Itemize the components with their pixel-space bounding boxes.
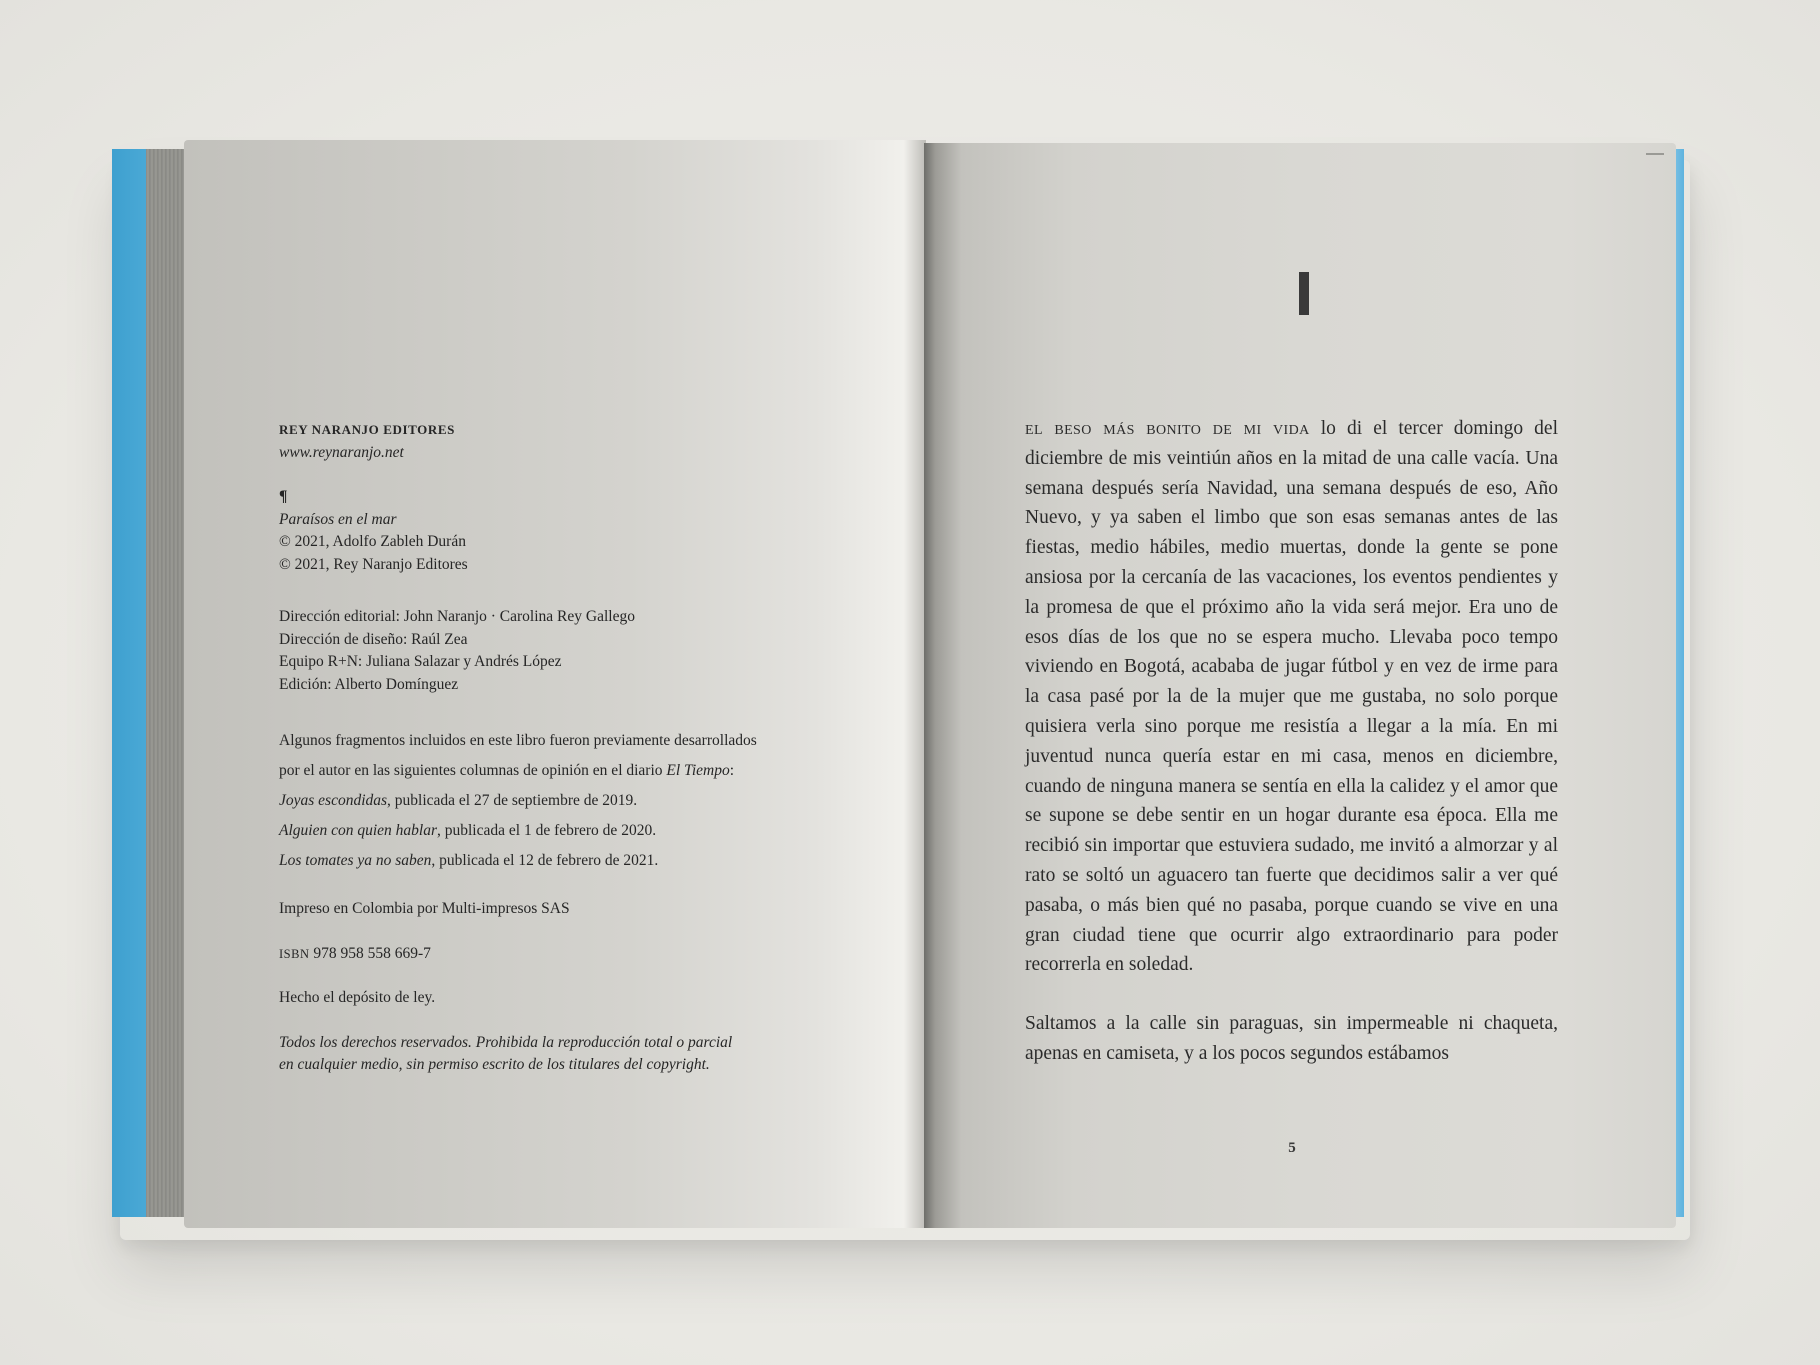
printed-in: Impreso en Colombia por Multi-impresos SAS [279, 900, 570, 917]
paragraph-1: el beso más bonito de mi vida lo di el tercer domingo del diciembre de mis veintiún años en la mitad de una calle vacía. Una semana después sería Navidad, una semana después de eso, Año Nuevo, y ya saben el limbo que son esas semanas antes de las fiestas, medio hábiles, medio muertas, donde la gente se pone ansiosa por la cercanía de las vacaciones, los eventos pendientes y la promesa de que el próximo año la vida será mejor. Era uno de esos días de los que no se espera mucho. Llevaba poco tempo viviendo en Bogotá, acababa de jugar fútbol y en vez de irme para la casa pasé por la de la mujer que me gustaba, no solo porque quisiera verla sino porque me resistía a llegar a la mía. En mi juventud nunca quería estar en mi casa, menos en diciembre, cuando de ninguna manera se sentía en ella la calidez y el amor que se supone se debe sentir en un hogar durante esa época. Ella me recibió sin importar que estuviera sudado, me invitó a almorzar y al rato se soltó un aguacero tan fuerte que decidimos salir a ver qué pasaba, o más bien qué no pasaba, porque cuando se vive en una gran ciudad tiene que ocurrir algo extraordinario para poder recorrerla en soledad. [1025, 418, 1559, 976]
chapter-number [1299, 272, 1309, 315]
paragraph-2: Saltamos a la calle sin paraguas, sin impermeable ni chaqueta, apenas en camiseta, y a los pocos segundos estábamos [1025, 1013, 1558, 1064]
credit-line: Equipo R+N: Juliana Salazar y Andrés López [279, 653, 562, 670]
column-entry: Alguien con quien hablar, publicada el 1 de febrero de 2020. [279, 822, 657, 839]
colophon [279, 419, 839, 1077]
publisher-website: www.reynaranjo.net [279, 443, 404, 461]
copyright-author: © 2021, Adolfo Zableh Durán [279, 533, 466, 550]
column-entry: Joyas escondidas, publicada el 27 de septiembre de 2019. [279, 792, 638, 809]
pilcrow-mark: ¶ [279, 488, 288, 505]
credit-line: Edición: Alberto Domínguez [279, 675, 459, 693]
page-stack-edge [146, 149, 186, 1217]
fragments-intro: Algunos fragmentos incluidos en este libro fueron previamente desarrollados [279, 732, 757, 749]
fragments-note [279, 726, 839, 876]
isbn-line: ISBN 978 958 558 669-7 [279, 944, 431, 962]
page-number: 5 [1288, 1140, 1296, 1156]
credit-line: Dirección de diseño: Raúl Zea [279, 630, 468, 648]
publisher-name: REY NARANJO EDITORES [279, 422, 455, 437]
newspaper-name: El Tiempo [666, 762, 730, 779]
column-entry: Los tomates ya no saben, publicada el 12 de febrero de 2021. [279, 852, 659, 869]
copyright-publisher: © 2021, Rey Naranjo Editores [279, 555, 468, 573]
page-edge-mark [1646, 153, 1664, 155]
legal-deposit: Hecho el depósito de ley. [279, 989, 436, 1006]
lead-in: el beso más bonito de mi vida [1025, 418, 1310, 439]
rights-notice-cont: en cualquier medio, sin permiso escrito de los titulares del copyright. [279, 1056, 710, 1073]
rights-notice: Todos los derechos reservados. Prohibida la reproducción total o parcial [279, 1033, 733, 1051]
fragments-intro-cont: por el autor en las siguientes columnas de opinión en el diario El Tiempo: [279, 762, 735, 779]
chapter-body [1025, 414, 1558, 1069]
book-title: Paraísos en el mar [279, 510, 397, 528]
credit-line: Dirección editorial: John Naranjo · Carolina Rey Gallego [279, 608, 635, 625]
